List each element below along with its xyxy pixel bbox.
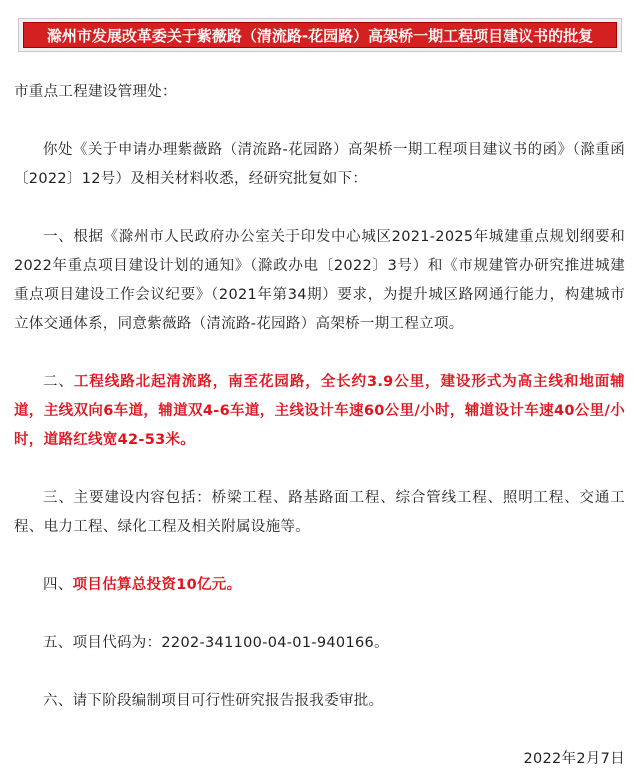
item-2-highlight: 工程线路北起清流路，南至花园路，全长约3.9公里，建设形式为高主线和地面辅道，主线双向6车道，辅道双4-6车道，主线设计车速60公里/小时，辅道设计车速40公里/小时，道路红线宽42-53米。 xyxy=(14,374,625,448)
spacer xyxy=(14,600,625,629)
document-body xyxy=(14,78,625,774)
item-4-paragraph xyxy=(14,571,625,600)
item-1-paragraph: 一、根据《滁州市人民政府办公室关于印发中心城区2021-2025年城建重点规划纲要和2022年重点项目建设计划的通知》（滁政办电〔2022〕3号）和《市规建管办研究推进城建重点项目建设工作会议纪要》（2021年第34期）要求，为提升城区路网通行能力，构建城市立体交通体系，同意紫薇路（清流路-花园路）高架桥一期工程立项。 xyxy=(14,229,625,332)
title-frame xyxy=(18,18,622,52)
document-date: 2022年2月7日 xyxy=(523,751,625,767)
spacer xyxy=(14,716,625,745)
item-4-highlight: 项目估算总投资10亿元。 xyxy=(72,577,242,593)
spacer xyxy=(14,455,625,484)
item-5-paragraph: 五、项目代码为：2202-341100-04-01-940166。 xyxy=(43,635,389,651)
item-6-paragraph: 六、请下阶段编制项目可行性研究报告报我委审批。 xyxy=(43,693,384,709)
salutation: 市重点工程建设管理处： xyxy=(14,84,177,100)
item-4-number: 四、 xyxy=(43,577,73,593)
spacer xyxy=(14,658,625,687)
spacer xyxy=(14,339,625,368)
item-2-number: 二、 xyxy=(43,374,74,390)
spacer xyxy=(14,194,625,223)
spacer xyxy=(14,542,625,571)
document-title: 滁州市发展改革委关于紫薇路（清流路-花园路）高架桥一期工程项目建议书的批复 xyxy=(23,22,617,48)
spacer xyxy=(14,107,625,136)
intro-paragraph: 你处《关于申请办理紫薇路（清流路-花园路）高架桥一期工程项目建议书的函》（滁重函〔2022〕12号）及相关材料收悉，经研究批复如下： xyxy=(14,142,625,187)
item-2-paragraph xyxy=(14,368,625,455)
item-3-paragraph: 三、主要建设内容包括：桥梁工程、路基路面工程、综合管线工程、照明工程、交通工程、电力工程、绿化工程及相关附属设施等。 xyxy=(14,490,625,535)
